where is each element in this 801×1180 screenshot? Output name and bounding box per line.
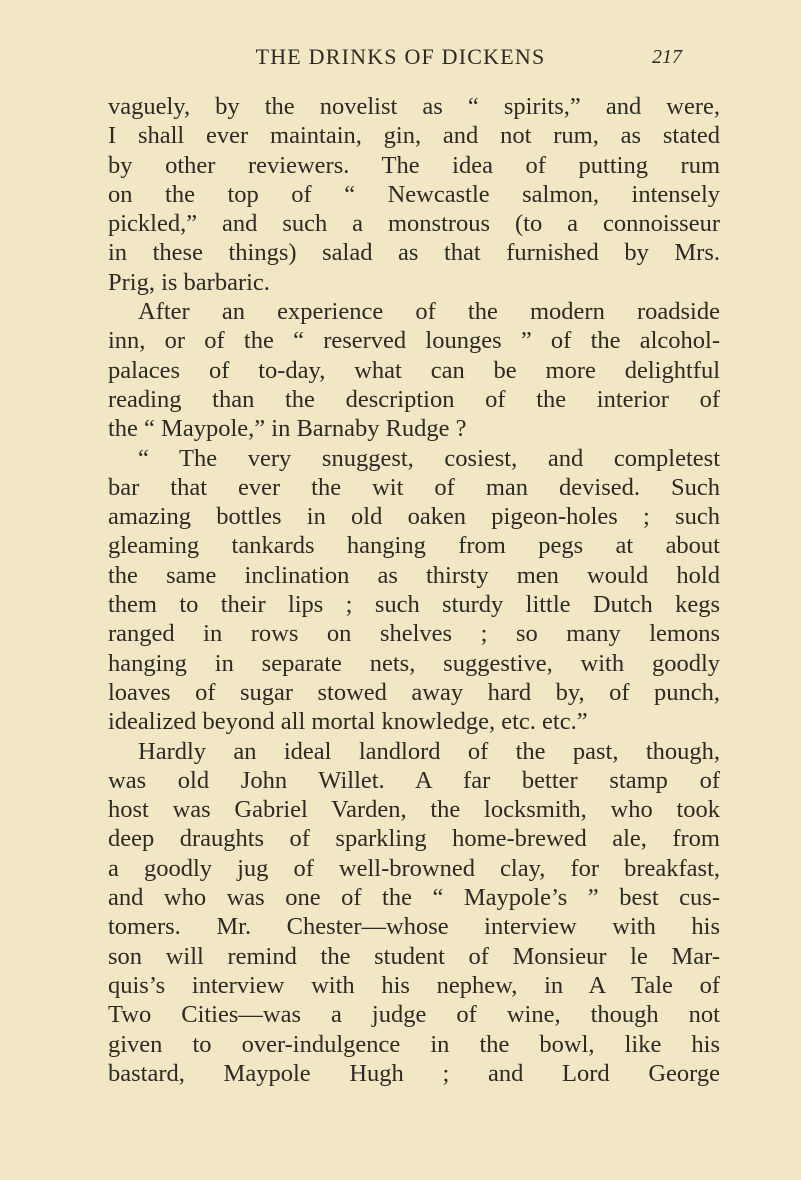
text-line: inn, or of the “ reserved lounges ” of the alcohol- [108,327,720,355]
text-line: loaves of sugar stowed away hard by, of punch, [108,678,720,706]
text-line: vaguely, by the novelist as “ spirits,” and were, [108,93,720,120]
text-line: by other reviewers. The idea of putting rum [108,151,720,179]
page-number: 217 [652,46,682,68]
text-line: in these things) salad as that furnished by Mrs. [108,239,720,267]
text-line: a goodly jug of well-browned clay, for breakfast, [108,854,720,882]
text-line: “ The very snuggest, cosiest, and completest [138,444,720,472]
text-line: I shall ever maintain, gin, and not rum, as stated [108,122,720,150]
text-line: son will remind the student of Monsieur le Mar- [108,942,720,970]
text-line: host was Gabriel Varden, the locksmith, who took [108,796,720,824]
text-line: was old John Willet. A far better stamp of [108,766,720,794]
text-line: pickled,” and such a monstrous (to a connoisseur [108,210,720,238]
text-line: bar that ever the wit of man devised. Such [108,473,720,501]
text-line: on the top of “ Newcastle salmon, intensely [108,180,720,208]
text-line: hanging in separate nets, suggestive, with goodly [108,649,720,677]
text-line: deep draughts of sparkling home-brewed ale, from [108,825,720,853]
running-title: THE DRINKS OF DICKENS [255,44,546,69]
text-line: Prig, is barbaric. [108,268,270,296]
text-line: Hardly an ideal landlord of the past, though, [138,737,720,765]
text-line: amazing bottles in old oaken pigeon-holes ; such [108,503,720,531]
text-line: tomers. Mr. Chester—whose interview with his [108,913,720,941]
body-text [108,92,720,1088]
text-line: and who was one of the “ Maypole’s ” best cus- [108,884,720,912]
text-line: palaces of to-day, what can be more delightful [108,356,720,384]
text-line: After an experience of the modern roadside [138,298,720,326]
text-line: ranged in rows on shelves ; so many lemons [108,620,720,648]
text-line: idealized beyond all mortal knowledge, etc. etc.” [108,708,588,736]
text-line: reading than the description of the interior of [108,385,720,413]
running-head [0,44,801,74]
text-line: given to over-indulgence in the bowl, like his [108,1030,720,1058]
text-line: bastard, Maypole Hugh ; and Lord George [108,1059,720,1087]
text-line: Two Cities—was a judge of wine, though not [108,1001,720,1029]
text-line: quis’s interview with his nephew, in A Tale of [108,971,720,999]
text-line: gleaming tankards hanging from pegs at about [108,532,720,560]
text-line: the “ Maypole,” in Barnaby Rudge ? [108,415,467,443]
text-line: them to their lips ; such sturdy little Dutch kegs [108,591,720,619]
text-line: the same inclination as thirsty men would hold [108,561,720,589]
